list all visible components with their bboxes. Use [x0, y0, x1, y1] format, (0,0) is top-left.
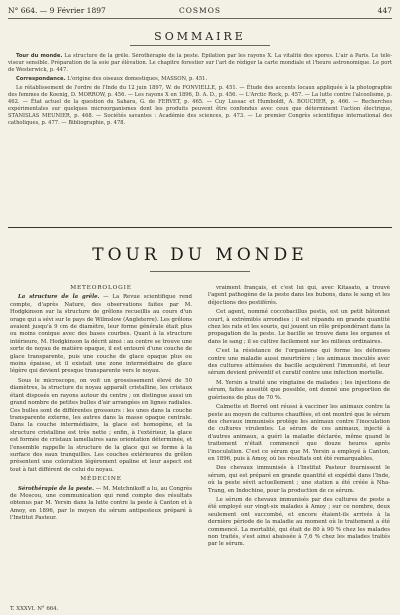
article-text: — La Revue scientifique rend compte, d'après Nature, des observations faites par M. Hodgkinson sur la structure de grêlons recueillis au cours d'un orage qui a sévi sur le pays de Wilmslow (Angleterre). Les grêlons avaient jusqu'à 9 cm de diamètre, leur forme générale était plus ou moins conique avec des bases courbes. Quant à la structure intérieure, M. Hodgkinson la décrit ainsi : au centre se trouve une sorte de noyau de matière opaque, il est entouré d'une couche de glace transparente, puis une couche de glace opaque plus ou moins épaisse, et il existait une zone intermédiaire de glace légère qui devient presque transparente vers le noyau. [10, 294, 192, 375]
article-paragraph: Calmette et Borrel ont réussi à vacciner les animaux contre la peste au moyen de cultures chauffées, et ont montré que le sérum des chevaux immunisés protège les animaux contre l'inoculation de cultures virulentes. Le sérum de ces animaux, injecté à d'autres animaux, a guéri la maladie déclarée, même quand le traitement n'était commencé que douze heures après l'inoculation. C'est ce sérum que M. Yersin a employé à Canton, en 1896, puis à Amoy, où les résultats ont été remarquables. [208, 404, 390, 462]
summary-label: Correspondance. [16, 76, 66, 82]
article-paragraph [10, 294, 192, 375]
summary-text: La structure de la grêle. Sérothérapie de la peste. Épilation par les rayons X. La vitalité des spores. L'air à Paris. Le télé-viseur sensible. Préparation de la soie par élèvation. Le chapitre forestier sur l'art de rédiger la carte mondiale et l'heure astronomique. Le port de Westerwick, p. 447. [8, 53, 392, 73]
running-head [8, 4, 392, 19]
volume-footer: T. XXXVI. N° 664. [10, 606, 59, 612]
divider [130, 45, 270, 46]
article-rubric: La structure de la grêle. [18, 294, 100, 301]
divider [150, 271, 250, 272]
summary-paragraph [8, 85, 392, 127]
article-paragraph: C'est la résistance de l'organisme qui forme les défenses contre une maladie aussi meurtrière ; les animaux inoculés avec des cultures atténuées du bacille acquièrent l'immunité, et leur sérum devient préventif et curatif contre une infection mortelle. [208, 348, 390, 377]
summary-text: Le rétablissement de l'ordre de l'Inde du 12 juin 1897, W. de FONVIELLE, p. 451. — Étude des accents locaux appliquée à la photographie des femmes de Koenig, D. MORROW, p. 456. — Les rayons X en 1896, D. A. D., p. 456. — L'Arctic Rock, p. 457. — La lutte contre l'alcoolisme, p. 462. — État actuel de la question du Sahara, G. de FERVET, p. 465. — Cuy Lussac et Humboldt, A. BOUCHER, p. 466. — Recherches expérimentales sur quelques microorganismes dont les produits peuvent être confondus avec ceux que déterminent l'action électrique, STANISLAS MEUNIER, p. 468. — Sociétés savantes : Académie des sciences, p. 473. — Le premier Congrès scientifique international des catholiques, p. 477. — Bibliographie, p. 478. [8, 85, 392, 126]
article-paragraph: vraiment français, et c'est lui qui, avec Kitasato, a trouvé l'agent pathogène de la peste dans les bubons, dans le sang et les déjections des pestiférés. [208, 285, 390, 306]
summary-text: L'origine des oiseaux domestiques, MASSON, p. 451. [67, 76, 208, 82]
summary-block [8, 53, 392, 220]
issue-date: N° 664. — 9 Février 1897 [8, 6, 106, 15]
article-rubric: Sérothérapie de la peste. [18, 485, 94, 492]
section-heading: MÉDECINE [80, 476, 122, 483]
page-title: TOUR DU MONDE [92, 245, 308, 265]
article-paragraph: Des chevaux immunisés à l'Institut Pasteur fournissent le sérum, qui est préparé en grande quantité et expédié dans l'Inde, où la peste sévit actuellement ; une station a été créée à Nha-Trang, en Indochine, pour la production de ce sérum. [208, 465, 390, 494]
page-number: 447 [377, 6, 392, 15]
article-text: — M. Metchnikoff a lu, au Congrès de Moscou, une communication qui rend compte des résultats obtenus par M. Yersin dans la lutte contre la peste à Canton et à Amoy, en 1896, par le moyen du sérum antipesteux préparé à l'Institut Pasteur. [10, 485, 192, 522]
summary-label: Tour du monde. [16, 53, 63, 59]
divider [8, 227, 392, 228]
sommaire-heading: SOMMAIRE [154, 30, 246, 43]
article-paragraph: Le sérum de chevaux immunisés par des cultures de peste a été employé sur vingt-six malades à Amoy ; sur ce nombre, deux seulement ont succombé, et encore étaient-ils arrivés à la dernière période de la maladie au moment où le traitement a été commencé. La mortalité, qui était de 80 à 90 % chez les malades non traités, s'est ainsi abaissée à 7,6 % chez les malades traités par le sérum. [208, 496, 390, 548]
article-paragraph: Cet agent, nommé coccobacillus pestis, est un petit bâtonnet court, à extrémités arrondies ; il est répandu en grande quantité chez les rats et les souris, qui jouent un rôle prépondérant dans la propagation de la peste. Le bacille se trouve dans les organes et dans le sang ; il se cultive facilement sur les milieux ordinaires. [208, 309, 390, 345]
summary-paragraph [8, 53, 392, 74]
article-paragraph: Sous le microscope, on voit un grossissement élevé de 50 diamètres, la structure du noyau apparaît cristalline, les cristaux étant disposés en rayons autour du centre ; on distingue aussi un grand nombre de petites bulles d'air arrangées en lignes radiales. Ces bulles sont de différentes grosseurs : les unes dans la couche transparente externe, les autres dans la masse opaque centrale. Dans la couche intermédiaire, la glace est homogène, et la structure cristalline est très nette ; enfin, à l'extérieur, la glace est formée de cristaux lamellaires sans orientation déterminée, et l'ensemble rappelle la structure de la glace qui se forme à la surface des eaux tranquilles. Les couches extérieures du grêlon présentent une coloration légèrement opaline et leur aspect est tout à fait différent de celui du noyau. [10, 377, 192, 473]
article-paragraph: M. Yersin a traité une vingtaine de malades ; les injections de sérum, faites aussitôt que possible, ont donné une proportion de guérisons de plus de 70 %. [208, 379, 390, 401]
journal-name: COSMOS [179, 6, 221, 15]
article-paragraph [10, 486, 192, 523]
section-heading: MÉTÉOROLOGIE [70, 285, 132, 291]
column-right [208, 285, 390, 603]
column-left [10, 285, 192, 603]
summary-paragraph [8, 76, 392, 83]
